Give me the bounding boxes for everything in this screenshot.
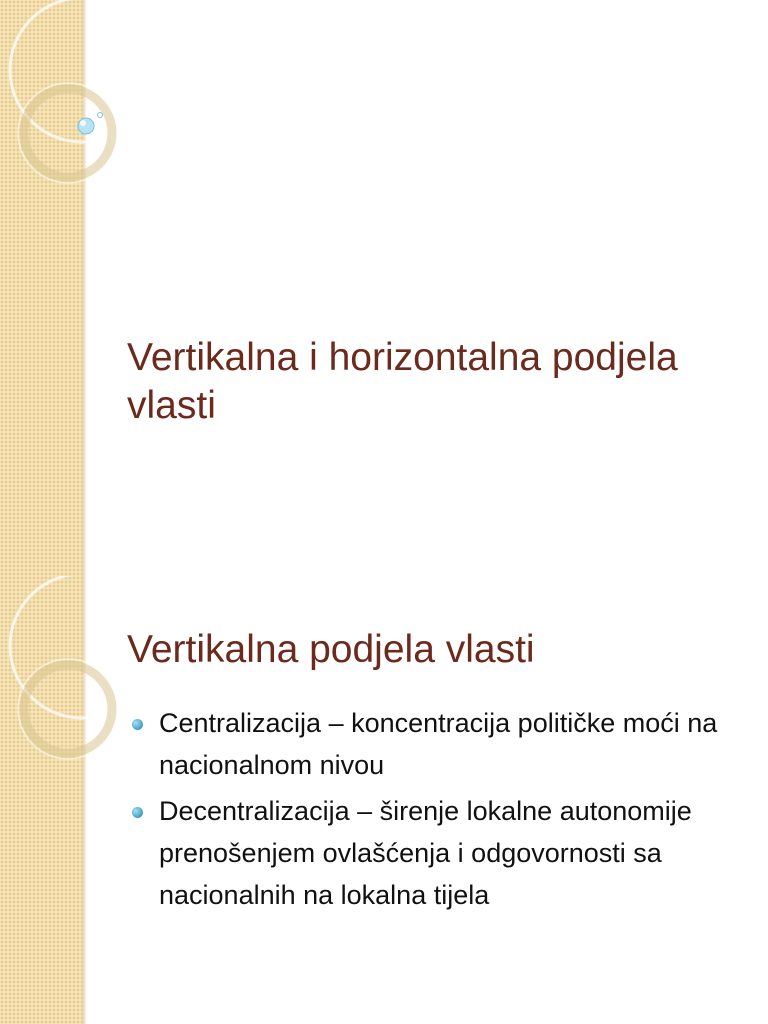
bullet-list xyxy=(132,702,752,916)
bullet-icon xyxy=(132,807,143,818)
bullet-item xyxy=(132,790,752,916)
decorative-rings-icon xyxy=(0,0,140,220)
bullet-icon xyxy=(132,719,143,730)
slide-2 xyxy=(0,576,768,1024)
decorative-rings-icon xyxy=(0,576,140,796)
slide-title: Vertikalna i horizontalna podjela vlasti xyxy=(127,336,678,427)
slide-title: Vertikalna podjela vlasti xyxy=(127,628,535,671)
bullet-item xyxy=(132,702,752,786)
bullet-text: Decentralizacija – širenje lokalne autonomije prenošenjem ovlašćenja i odgovornosti sa nacionalnih na lokalna tijela xyxy=(159,796,692,910)
bullet-text: Centralizacija – koncentracija političke moći na nacionalnom nivou xyxy=(159,708,718,780)
